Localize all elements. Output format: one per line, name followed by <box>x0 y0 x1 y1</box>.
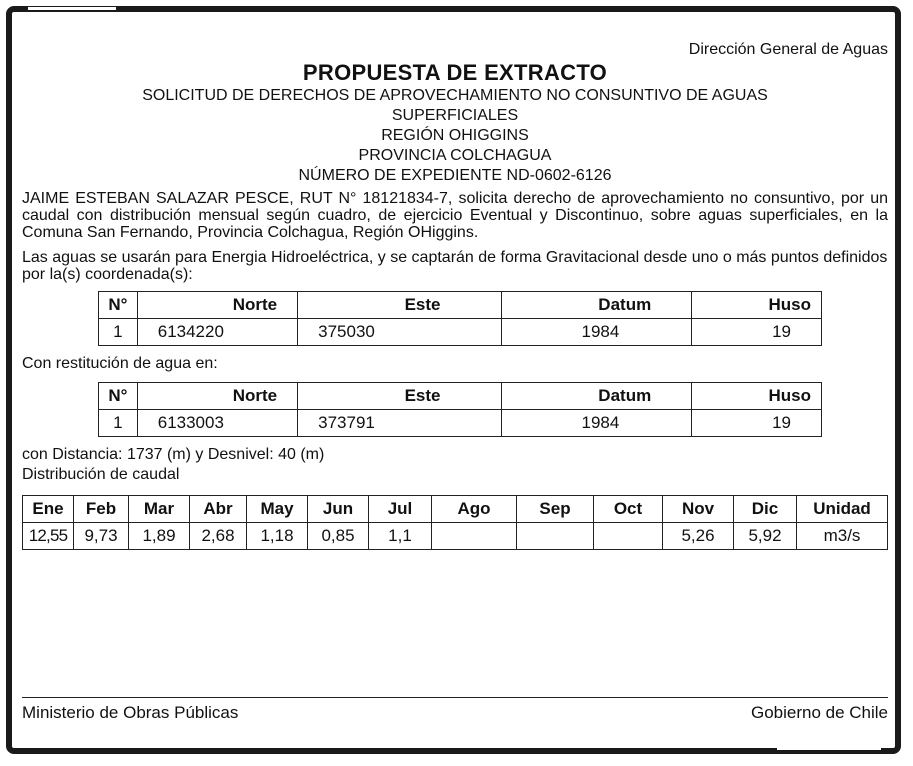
cell-norte: 6134220 <box>137 319 297 346</box>
header-number: N° <box>99 383 138 410</box>
cell-jun: 0,85 <box>308 523 369 550</box>
document-content <box>22 40 888 550</box>
header-may: May <box>247 496 308 523</box>
agency-name: Dirección General de Aguas <box>688 41 888 58</box>
frame-accent-top <box>28 7 116 10</box>
usage-paragraph: Las aguas se usarán para Energia Hidroeléctrica, y se captarán de forma Gravitacional desde uno o más puntos definidos por la(s) coordenada(s): <box>22 249 888 283</box>
header-mar: Mar <box>129 496 190 523</box>
footer-government: Gobierno de Chile <box>750 703 888 722</box>
header-jul: Jul <box>369 496 432 523</box>
cell-dic: 5,92 <box>734 523 797 550</box>
header-number: N° <box>99 292 138 319</box>
cell-number: 1 <box>99 319 138 346</box>
file-number-line: NÚMERO DE EXPEDIENTE ND-0602-6126 <box>298 167 612 184</box>
header-este: Este <box>298 292 501 319</box>
table-row <box>99 410 822 437</box>
distribution-label: Distribución de caudal <box>22 466 180 483</box>
cell-datum: 1984 <box>501 319 692 346</box>
restitution-coordinates-table <box>98 382 822 437</box>
cell-oct <box>594 523 663 550</box>
subtitle-line-2: SUPERFICIALES <box>391 107 519 124</box>
table-row <box>99 319 822 346</box>
cell-number: 1 <box>99 410 138 437</box>
footer-ministry: Ministerio de Obras Públicas <box>22 703 239 722</box>
cell-este: 373791 <box>298 410 501 437</box>
header-datum: Datum <box>501 292 692 319</box>
cell-huso: 19 <box>692 319 822 346</box>
header-huso: Huso <box>692 292 822 319</box>
applicant-paragraph: JAIME ESTEBAN SALAZAR PESCE, RUT N° 18121834-7, solicita derecho de aprovechamiento no consuntivo, por un caudal con distribución mensual según cuadro, de ejercicio Eventual y Discontinuo, sobre aguas superficiales, en la Comuna San Fernando, Provincia Colchagua, Región OHiggins. <box>22 190 888 241</box>
header-jun: Jun <box>308 496 369 523</box>
cell-huso: 19 <box>692 410 822 437</box>
region-line: REGIÓN OHIGGINS <box>381 127 529 144</box>
cell-datum: 1984 <box>501 410 692 437</box>
header-unidad: Unidad <box>797 496 888 523</box>
distance-line: con Distancia: 1737 (m) y Desnivel: 40 (m) <box>22 446 325 463</box>
cell-nov: 5,26 <box>663 523 734 550</box>
header-datum: Datum <box>501 383 692 410</box>
table-header-row <box>99 383 822 410</box>
header-huso: Huso <box>692 383 822 410</box>
cell-norte: 6133003 <box>137 410 297 437</box>
table-row <box>23 523 888 550</box>
header-sep: Sep <box>517 496 594 523</box>
province-line: PROVINCIA COLCHAGUA <box>358 147 552 164</box>
cell-may: 1,18 <box>247 523 308 550</box>
cell-ene: 12,55 <box>23 523 74 550</box>
table-header-row <box>99 292 822 319</box>
cell-este: 375030 <box>298 319 501 346</box>
header-dic: Dic <box>734 496 797 523</box>
subtitle-line-1: SOLICITUD DE DERECHOS DE APROVECHAMIENTO NO CONSUNTIVO DE AGUAS <box>142 87 768 104</box>
restitution-label: Con restitución de agua en: <box>22 355 218 372</box>
header-ago: Ago <box>432 496 517 523</box>
header-ene: Ene <box>23 496 74 523</box>
document-title: PROPUESTA DE EXTRACTO <box>302 60 608 85</box>
header-este: Este <box>298 383 501 410</box>
header-norte: Norte <box>137 292 297 319</box>
table-header-row <box>23 496 888 523</box>
frame-accent-bottom <box>777 747 881 750</box>
header-oct: Oct <box>594 496 663 523</box>
header-norte: Norte <box>137 383 297 410</box>
cell-mar: 1,89 <box>129 523 190 550</box>
header-feb: Feb <box>74 496 129 523</box>
cell-sep <box>517 523 594 550</box>
cell-abr: 2,68 <box>190 523 247 550</box>
cell-jul: 1,1 <box>369 523 432 550</box>
capture-coordinates-table <box>98 291 822 346</box>
flow-distribution-table <box>22 495 888 550</box>
header-nov: Nov <box>663 496 734 523</box>
cell-ago <box>432 523 517 550</box>
footer-divider <box>22 697 888 698</box>
cell-feb: 9,73 <box>74 523 129 550</box>
header-abr: Abr <box>190 496 247 523</box>
cell-unidad: m3/s <box>797 523 888 550</box>
